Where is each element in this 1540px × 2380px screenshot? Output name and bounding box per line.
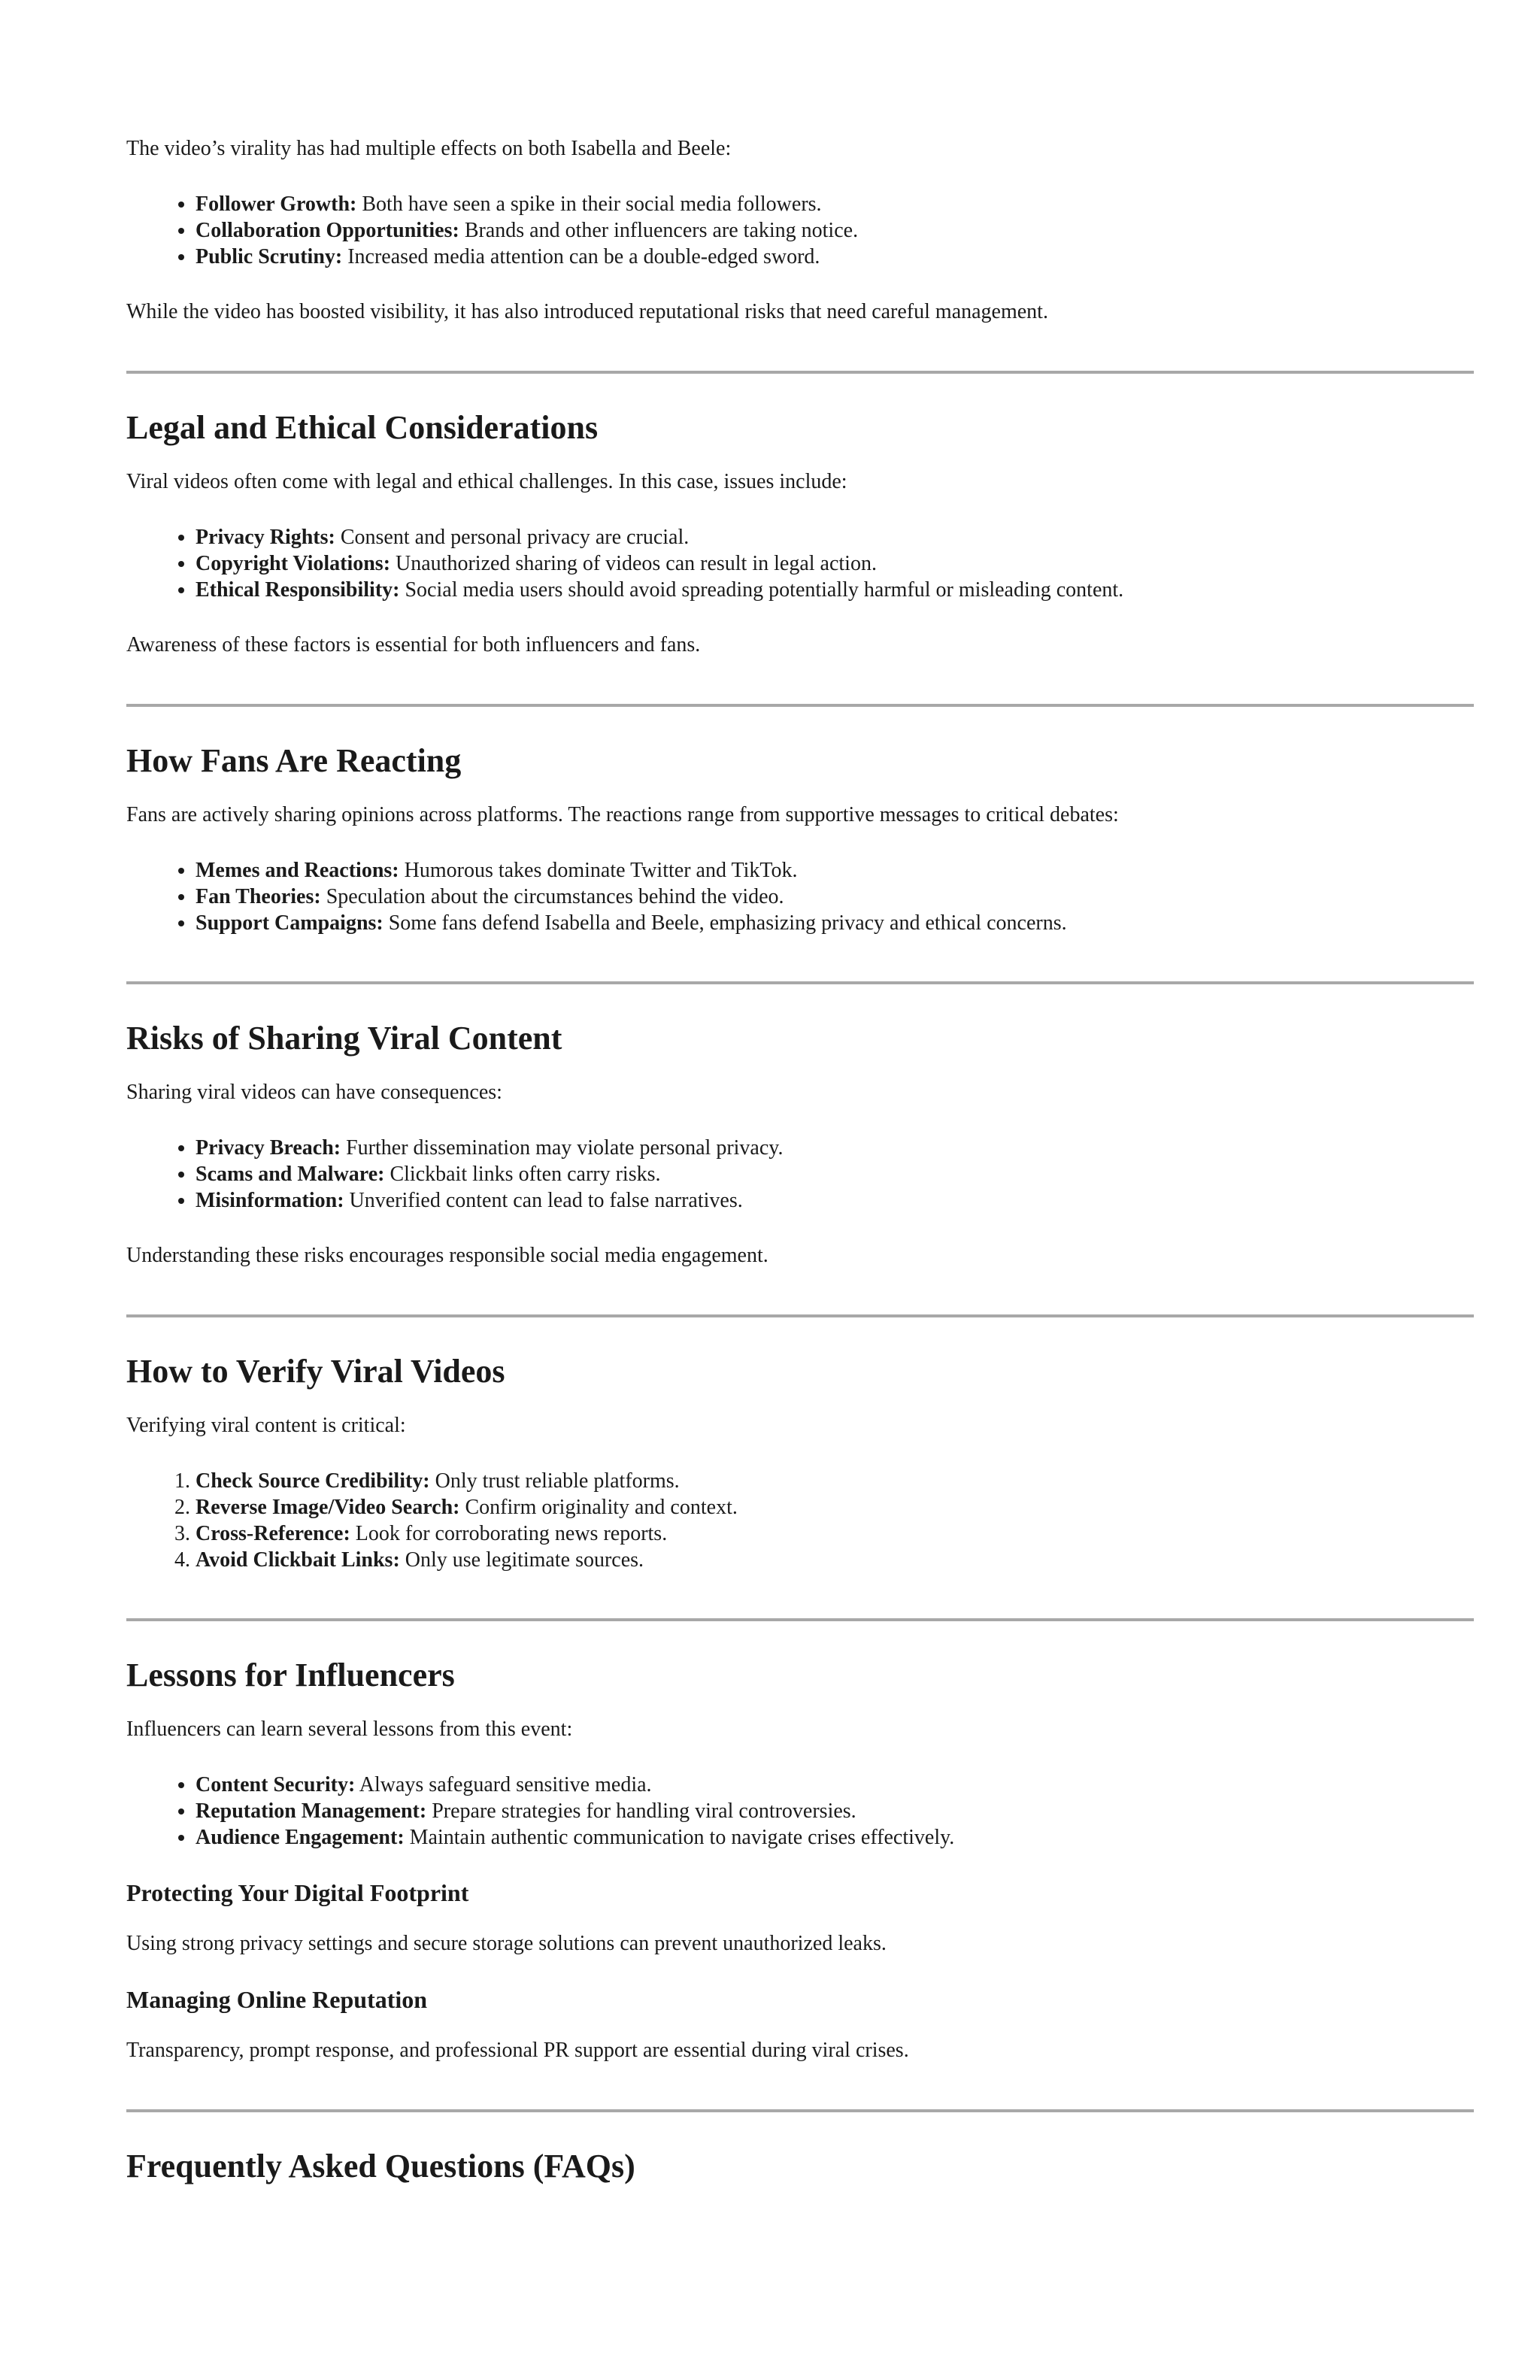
list-item: • Follower Growth: Both have seen a spike in their social media followers. bbox=[196, 191, 1435, 217]
lessons-list bbox=[126, 1772, 1435, 1851]
section-heading-risks: Risks of Sharing Viral Content bbox=[126, 1020, 562, 1057]
list-item: 2. Reverse Image/Video Search: Confirm originality and context. bbox=[196, 1494, 1435, 1520]
list-item: • Misinformation: Unverified content can lead to false narratives. bbox=[196, 1187, 1435, 1214]
intro-closing: While the video has boosted visibility, it has also introduced reputational risks that need careful management. bbox=[126, 300, 1048, 323]
list-item: • Memes and Reactions: Humorous takes dominate Twitter and TikTok. bbox=[196, 857, 1435, 884]
legal-paragraph: Viral videos often come with legal and ethical challenges. In this case, issues include: bbox=[126, 470, 847, 493]
legal-closing: Awareness of these factors is essential for both influencers and fans. bbox=[126, 633, 701, 656]
risks-list bbox=[126, 1135, 1435, 1214]
intro-list bbox=[126, 191, 1435, 270]
list-item: • Content Security: Always safeguard sensitive media. bbox=[196, 1772, 1435, 1798]
list-item: • Ethical Responsibility: Social media users should avoid spreading potentially harmful or misleading content. bbox=[196, 577, 1435, 603]
list-item: • Audience Engagement: Maintain authentic communication to navigate crises effectively. bbox=[196, 1824, 1435, 1851]
section-heading-verify: How to Verify Viral Videos bbox=[126, 1353, 505, 1390]
list-item: • Public Scrutiny: Increased media attention can be a double-edged sword. bbox=[196, 244, 1435, 270]
list-item: 3. Cross-Reference: Look for corroborating news reports. bbox=[196, 1520, 1435, 1547]
section-heading-legal: Legal and Ethical Considerations bbox=[126, 409, 599, 446]
lessons-paragraph: Influencers can learn several lessons from this event: bbox=[126, 1718, 573, 1741]
list-item: 4. Avoid Clickbait Links: Only use legitimate sources. bbox=[196, 1547, 1435, 1573]
list-item: • Fan Theories: Speculation about the circumstances behind the video. bbox=[196, 884, 1435, 910]
intro-paragraph: The video’s virality has had multiple effects on both Isabella and Beele: bbox=[126, 137, 732, 160]
risks-closing: Understanding these risks encourages responsible social media engagement. bbox=[126, 1244, 768, 1267]
verify-paragraph: Verifying viral content is critical: bbox=[126, 1414, 406, 1437]
subheading-online-reputation: Managing Online Reputation bbox=[126, 1986, 428, 2013]
list-item: • Copyright Violations: Unauthorized sharing of videos can result in legal action. bbox=[196, 550, 1435, 577]
legal-list bbox=[126, 524, 1435, 603]
risks-paragraph: Sharing viral videos can have consequences: bbox=[126, 1081, 502, 1104]
section-heading-lessons: Lessons for Influencers bbox=[126, 1657, 455, 1693]
list-item: • Scams and Malware: Clickbait links often carry risks. bbox=[196, 1161, 1435, 1187]
section-heading-faq: Frequently Asked Questions (FAQs) bbox=[126, 2148, 635, 2184]
fans-list bbox=[126, 857, 1435, 936]
list-item: • Collaboration Opportunities: Brands and other influencers are taking notice. bbox=[196, 217, 1435, 244]
verify-list bbox=[126, 1468, 1435, 1573]
section-heading-fans: How Fans Are Reacting bbox=[126, 742, 462, 779]
list-item: • Privacy Breach: Further dissemination may violate personal privacy. bbox=[196, 1135, 1435, 1161]
online-reputation-paragraph: Transparency, prompt response, and professional PR support are essential during viral crises. bbox=[126, 2039, 909, 2062]
list-item: • Support Campaigns: Some fans defend Isabella and Beele, emphasizing privacy and ethical concerns. bbox=[196, 910, 1435, 936]
list-item: 1. Check Source Credibility: Only trust reliable platforms. bbox=[196, 1468, 1435, 1494]
list-item: • Reputation Management: Prepare strategies for handling viral controversies. bbox=[196, 1798, 1435, 1824]
list-item: • Privacy Rights: Consent and personal privacy are crucial. bbox=[196, 524, 1435, 550]
digital-footprint-paragraph: Using strong privacy settings and secure storage solutions can prevent unauthorized leaks. bbox=[126, 1932, 887, 1955]
subheading-digital-footprint: Protecting Your Digital Footprint bbox=[126, 1879, 469, 1906]
fans-paragraph: Fans are actively sharing opinions across platforms. The reactions range from supportive messages to critical debates: bbox=[126, 803, 1119, 826]
